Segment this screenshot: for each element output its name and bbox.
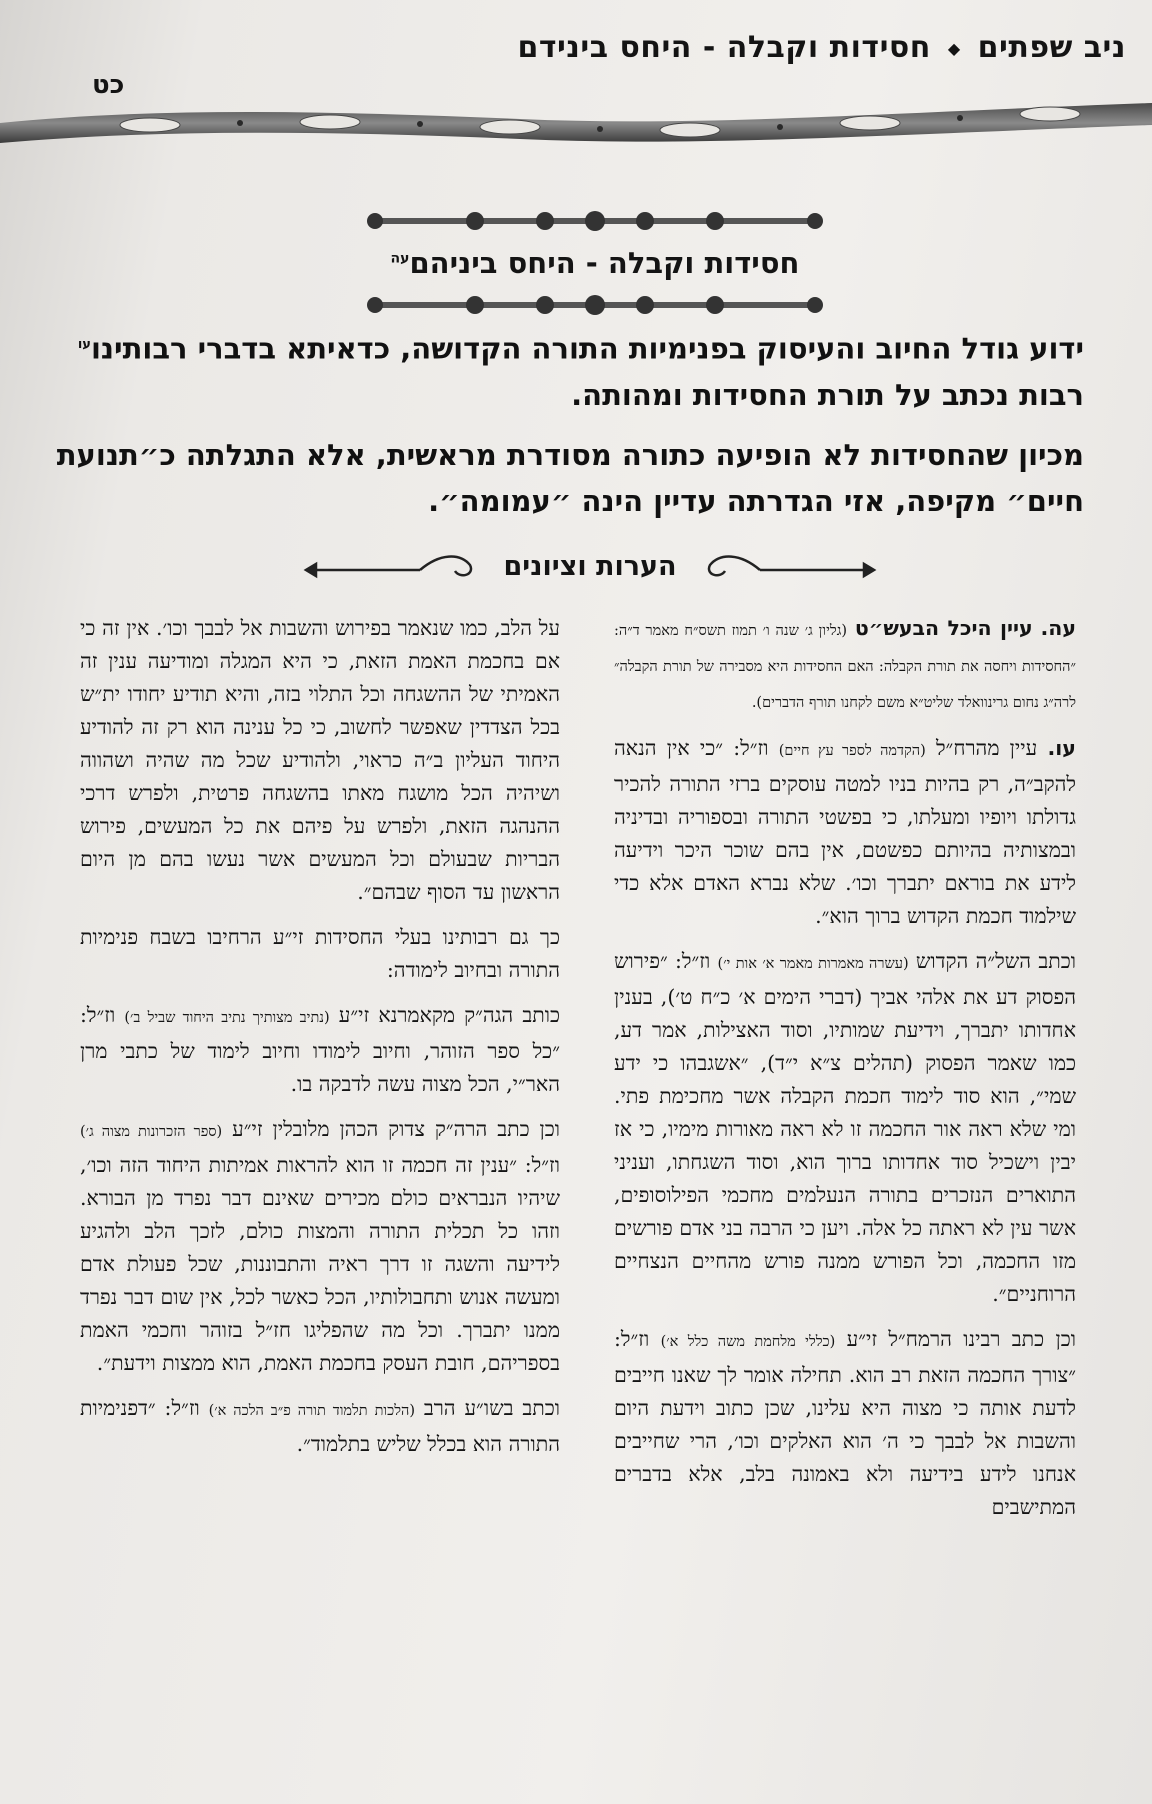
note-paragraph: כותב הגה״ק מקאמרנא זי״ע (נתיב מצותיך נתיב היחוד שביל ב׳) וז״ל: ״כל ספר הזוהר, וחיוב לימודו וחיוב לימוד של כתבי מרן האר״י, הכל מצוה עשה לדבקה בו. (80, 1003, 560, 1096)
title-ornament-top-icon (355, 208, 835, 234)
intro-note-ref: עו (77, 337, 91, 352)
note-paragraph: עה. עיין היכל הבעש״ט (גליון ג׳ שנה ו׳ תמוז תשס״ח מאמר ד״ה: ״החסידות ויחסה את תורת הקבלה: האם החסידות היא מסבירה של תורת הקבלה״ לרה״ג נחום גרינוואלד שליט״א משם לקחנו תורף הדברים). (614, 616, 1076, 711)
chapter-title: חסידות וקבלה - היחס בינידם (517, 30, 931, 65)
note-paragraph: כך גם רבותינו בעלי החסידות זי״ע הרחיבו בשבח פנימיות התורה ובחיוב לימודה: (80, 925, 560, 982)
note-paragraph: וכתב בשו״ע הרב (הלכות תלמוד תורה פ״ב הלכה א׳) וז״ל: ״דפנימיות התורה הוא בכלל שליש בתלמוד״. (80, 1396, 560, 1456)
ornamental-band-icon (0, 95, 1152, 157)
section-title-note: עה (390, 250, 410, 267)
note-marker: עה. (1040, 616, 1076, 640)
section-title-block (355, 208, 835, 318)
note-paragraph: עו. עיין מהרח״ל (הקדמה לספר עץ חיים) וז״ל: ״כי אין הנאה להקב״ה, רק בהיות בניו למטה עוסקים ברזי התורה להכיר גדולתו ויופיו ומעלתו, כי בפשטי התורה ובספוריה ובדיניה ובמצותיה בהיותם כפשטם, אין בהם שוכר היכר וידיעה לידע את בוראם יתברך וכו׳. שלא נברא האדם אלא כדי שילמוד חכמת הקדוש ברוך הוא״. (614, 736, 1076, 928)
notes-column-left (80, 612, 560, 1772)
running-head (517, 30, 1126, 65)
intro-paragraph-2: רבות נכתב על תורת החסידות ומהותה. (571, 378, 1084, 412)
note-paragraph: וכתב השל״ה הקדוש (עשרה מאמרות מאמר א׳ אות י׳) וז״ל: ״פירוש הפסוק דע את אלהי אביך (דברי הימים א׳ כ״ח ט׳), בענין אחדותו יתברך, וידיעת שמותיו, וסוד האצילות, אמר דע, כמו שאמר הפסוק (תהלים צ״א י״ד), ״אשגבהו כי ידע שמי״, הוא סוד לימוד חכמת הקבלה אשר מחכימת פתי. ומי שלא ראה אור החכמה זו לא ראה מאורות מימיו, כי אז יבין וישכיל סוד אחדותו ברוך הוא, וסוד השגחתו, ועניני התוארים הנזכרים בתורה הנעלמים מחכמי הפילוסופים, אשר עין לא ראתה כל אלה. ויען כי הרבה בני אדם פורשים מזו החכמה, וכל הפורש ממנה פורש מהחיים הנצחיים הרוחניים״. (614, 949, 1076, 1306)
intro-paragraph-3: מכיון שהחסידות לא הופיעה כתורה מסודרת מראשית, אלא התגלתה כ״תנועת חיים״ מקיפה, אזי הגדרתה עדיין הינה ״עמומה״. (56, 438, 1084, 518)
notes-title: הערות וציונים (503, 551, 677, 582)
book-title: ניב שפתים (977, 30, 1126, 65)
note-paragraph: על הלב, כמו שנאמר בפירוש והשבות אל לבבך וכו׳. אין זה כי אם בחכמת האמת הזאת, כי היא המגלה ומודיעה ענין זה האמיתי של ההשגחה וכל התלוי בזה, והיא תודיע יחודו ית״ש בכל הצדדין שאפשר לחשוב, כי כל ענינה הוא רק זה להודיע היחוד העליון ב״ה כראוי, ולהודיע שכל מה שהיה ושהווה ושיהיה הכל מושגח מאתו בהשגחה פרטית, ולפרש דרכי ההנהגה הזאת, ולפרש על פיהם את כל המעשים, פירוש הבריות שבעולם וכל המעשים אשר נעשו בהם מן היום הראשון עד הסוף שבהם״. (80, 616, 560, 904)
notes-column-right (614, 612, 1076, 1772)
notes-header (300, 545, 880, 595)
title-ornament-bottom-icon (355, 292, 835, 318)
note-marker: עו. (1047, 736, 1076, 760)
page-number: כט (92, 70, 125, 100)
section-title: חסידות וקבלה - היחס ביניהם$^{עה}$ (390, 246, 800, 280)
diamond-separator-icon: ◆ (947, 39, 961, 58)
note-paragraph: וכן כתב רבינו הרמח״ל זי״ע (כללי מלחמת משה כלל א׳) וז״ל: ״צורך החכמה הזאת רב הוא. תחילה אומר לך שאנו חייבים לדעת אותה כי מצוה היא עלינו, שכן כתוב וידעת היום והשבות אל לבבך כי ה׳ הוא האלקים וכו׳, הרי שחייבים אנחנו לידע בידיעה ולא באמונה בלב, אלא בדברים המתישבים (614, 1327, 1076, 1519)
intro-paragraph-1: ידוע גודל החיוב והעיסוק בפנימיות התורה הקדושה, כדאיתא בדברי רבותינו$^{עו}$ (77, 331, 1084, 366)
note-paragraph: וכן כתב הרה״ק צדוק הכהן מלובלין זי״ע (ספר הזכרונות מצוה ג׳) וז״ל: ״ענין זה חכמה זו הוא להראות אמיתות היחוד הזה וכו׳, שיהיו הנבראים כולם מכירים שאינם דבר נפרד מן הבורא. וזהו כל תכלית התורה והמצות כולם, לזכך הלב ולהגיע לידיעה והשגה זו דרך ראיה והתבוננות, שכל פעולת אדם ומעשה אנוש ותחבולותיו, הכל כאשר לכל, אין שום דבר נפרד ממנו יתברך. וכל מה שהפליגו חז״ל בזוהר וחכמי האמת בספריהם, חובת העסק בחכמת האמת, הוא ממצות וידעת״. (80, 1117, 560, 1375)
